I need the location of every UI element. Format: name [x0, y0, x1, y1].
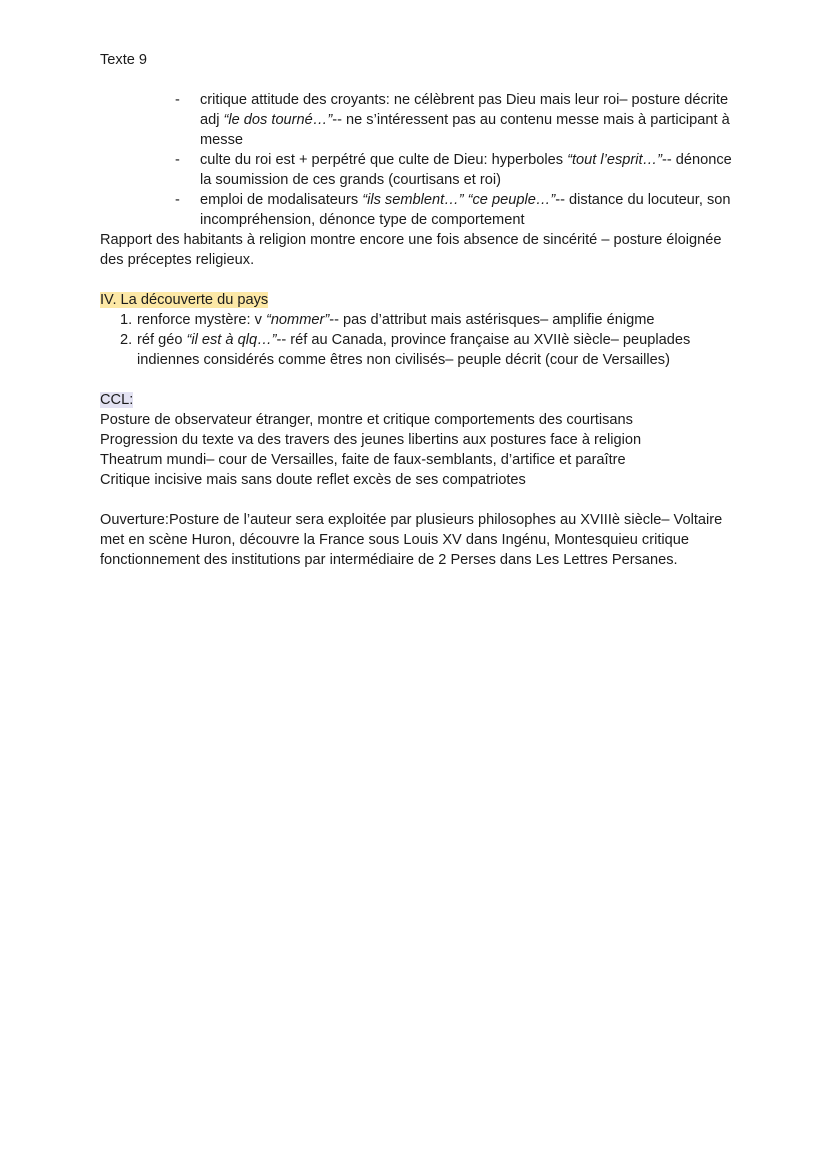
bullet-text: critique attitude des croyants: ne célèbrent pas Dieu mais leur roi– posture décrite adj	[200, 92, 729, 128]
bullet-dash: -	[175, 152, 180, 168]
ccl-heading-text: CCL:	[100, 392, 134, 408]
item-number: 1.	[120, 312, 133, 328]
list-item	[100, 330, 740, 370]
ouverture-paragraph: Ouverture:Posture de l’auteur sera exploitée par plusieurs philosophes au XVIIIè siècle– Voltaire met en scène Huron, découvre la France sous Louis XV dans Ingénu, Montesquieu critique fonctionnement des institutions par intermédiaire de 2 Perses dans Les Lettres Persanes.	[100, 512, 723, 568]
item-number: 2.	[120, 332, 133, 348]
ccl-heading	[100, 390, 740, 410]
bullet-text: -- distance du locuteur, son incompréhension, dénonce type de comportement	[200, 192, 731, 228]
item-text: réf géo	[137, 332, 187, 348]
bullet-dash: -	[175, 192, 180, 208]
spacer	[100, 370, 740, 390]
list-item	[100, 90, 740, 150]
item-text: -- réf au Canada, province française au XVIIè siècle– peuplades indiennes considérés comme êtres non civilisés– peuple décrit (cour de Versailles)	[137, 332, 691, 368]
bullet-text: -- dénonce la soumission de ces grands (courtisans et roi)	[200, 152, 732, 188]
bullet-text: -- ne s’intéressent pas au contenu messe mais à participant à messe	[200, 112, 730, 148]
list-item	[100, 190, 740, 230]
spacer	[100, 490, 740, 510]
bullet-quote: “tout l’esprit…”	[567, 152, 662, 168]
ccl-line: Critique incisive mais sans doute reflet excès de ses compatriotes	[100, 472, 526, 488]
ccl-line: Theatrum mundi– cour de Versailles, faite de faux-semblants, d’artifice et paraître	[100, 452, 626, 468]
spacer	[100, 270, 740, 290]
bullet-dash: -	[175, 92, 180, 108]
section-heading	[100, 290, 740, 310]
bullet-quote: “ils semblent…” “ce peuple…”	[362, 192, 556, 208]
bullet-text: culte du roi est + perpétré que culte de Dieu: hyperboles	[200, 152, 568, 168]
bullet-text: emploi de modalisateurs	[200, 192, 363, 208]
item-text: renforce mystère: v	[137, 312, 266, 328]
page-title: Texte 9	[100, 52, 148, 68]
list-item	[100, 150, 740, 190]
bullet-quote: “le dos tourné…”	[223, 112, 333, 128]
ccl-line: Posture de observateur étranger, montre et critique comportements des courtisans	[100, 412, 633, 428]
section-heading-text: IV. La découverte du pays	[100, 292, 269, 308]
list-item	[100, 310, 740, 330]
item-quote: “nommer”	[265, 312, 330, 328]
critique-bullet-list	[100, 90, 740, 230]
section-conclusion: Rapport des habitants à religion montre encore une fois absence de sincérité – posture éloignée des préceptes religieux.	[100, 232, 722, 268]
numbered-list	[100, 310, 740, 370]
document-page	[100, 50, 740, 570]
ccl-line: Progression du texte va des travers des jeunes libertins aux postures face à religion	[100, 432, 642, 448]
item-text: -- pas d’attribut mais astérisques– amplifie énigme	[329, 312, 655, 328]
item-quote: “il est à qlq…”	[186, 332, 277, 348]
